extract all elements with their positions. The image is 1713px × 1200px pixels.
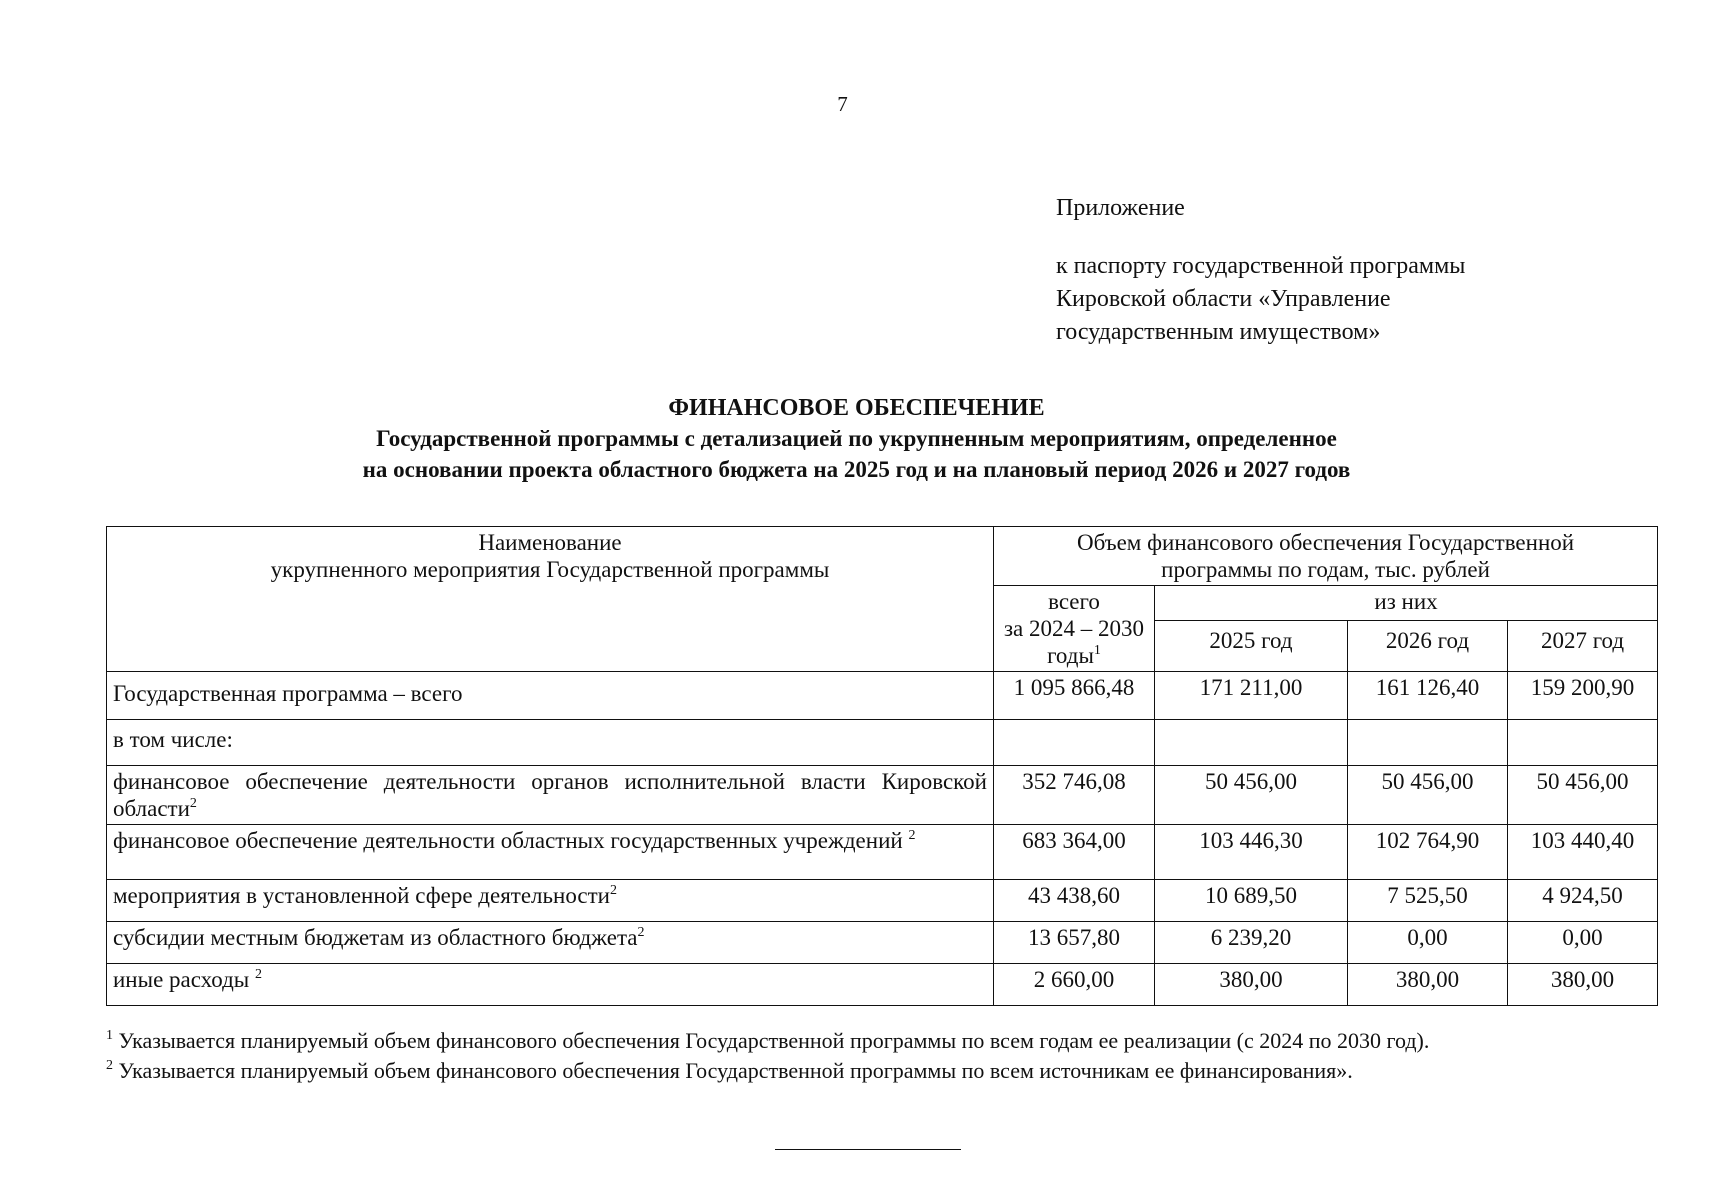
row-total: 13 657,80 <box>994 922 1155 964</box>
header-text: программы по годам, тыс. рублей <box>1161 557 1490 582</box>
volume-column-header <box>994 527 1658 586</box>
row-name: иные расходы $^2$ <box>107 964 994 1006</box>
appendix-line: Кировской области «Управление <box>1056 286 1391 312</box>
document-title: ФИНАНСОВОЕ ОБЕСПЕЧЕНИЕ <box>668 395 1045 421</box>
document-subtitle: на основании проекта областного бюджета на 2025 год и на плановый период 2026 и 2027 годов <box>362 457 1351 482</box>
row-2026: 0,00 <box>1348 922 1508 964</box>
row-2027: 380,00 <box>1508 964 1658 1006</box>
row-2025: 10 689,50 <box>1155 880 1348 922</box>
row-2026: 161 126,40 <box>1348 672 1508 720</box>
row-name: Государственная программа – всего <box>107 672 994 720</box>
row-name: финансовое обеспечение деятельности органов исполнительной власти Кировской области$^2$ <box>107 766 994 825</box>
row-2025: 380,00 <box>1155 964 1348 1006</box>
header-text: всего <box>1048 589 1100 614</box>
header-text: годы <box>1047 643 1094 668</box>
row-total: 43 438,60 <box>994 880 1155 922</box>
year-2026-header: 2026 год <box>1348 621 1508 672</box>
page-number: 7 <box>837 92 848 116</box>
table-row <box>107 672 1658 720</box>
name-column-header <box>107 527 994 672</box>
row-2026 <box>1348 720 1508 766</box>
table-row <box>107 766 1658 825</box>
table-row <box>107 922 1658 964</box>
of-which-header: из них <box>1155 586 1658 621</box>
row-total: 1 095 866,48 <box>994 672 1155 720</box>
row-2026: 50 456,00 <box>1348 766 1508 825</box>
row-name: в том числе: <box>107 720 994 766</box>
closing-rule <box>775 1149 961 1150</box>
financing-table <box>106 526 1658 1006</box>
header-text: Наименование <box>478 530 622 555</box>
row-2026: 102 764,90 <box>1348 825 1508 880</box>
row-2027: 0,00 <box>1508 922 1658 964</box>
footnote-mark: 1 <box>1093 643 1101 658</box>
row-name: субсидии местным бюджетам из областного бюджета$^2$ <box>107 922 994 964</box>
row-2025: 50 456,00 <box>1155 766 1348 825</box>
row-2027: 159 200,90 <box>1508 672 1658 720</box>
footnotes <box>106 1026 1429 1086</box>
document-heading <box>0 393 1713 485</box>
document-subtitle: Государственной программы с детализацией по укрупненным мероприятиям, определенное <box>376 426 1337 451</box>
table-row <box>107 825 1658 880</box>
row-2025: 6 239,20 <box>1155 922 1348 964</box>
row-2025: 103 446,30 <box>1155 825 1348 880</box>
row-2025: 171 211,00 <box>1155 672 1348 720</box>
appendix-line: государственным имуществом» <box>1056 319 1381 345</box>
table-header-row <box>107 527 1658 586</box>
row-2027: 4 924,50 <box>1508 880 1658 922</box>
row-name: финансовое обеспечение деятельности областных государственных учреждений $^2$ <box>107 825 994 880</box>
table-row <box>107 880 1658 922</box>
total-column-header <box>994 586 1155 672</box>
header-text: укрупненного мероприятия Государственной программы <box>270 557 830 582</box>
footnote: $^1$ Указывается планируемый объем финансового обеспечения Государственной программы по всем годам ее реализации (с 2024 по 2030 год). <box>106 1028 1430 1053</box>
row-2027 <box>1508 720 1658 766</box>
row-2025 <box>1155 720 1348 766</box>
year-2027-header: 2027 год <box>1508 621 1658 672</box>
row-2027: 103 440,40 <box>1508 825 1658 880</box>
header-text: за 2024 – 2030 <box>1003 616 1145 641</box>
appendix-title: Приложение <box>1056 195 1185 221</box>
row-2027: 50 456,00 <box>1508 766 1658 825</box>
table-row <box>107 964 1658 1006</box>
year-2025-header: 2025 год <box>1155 621 1348 672</box>
row-total: 683 364,00 <box>994 825 1155 880</box>
table-row <box>107 720 1658 766</box>
appendix-line: к паспорту государственной программы <box>1056 253 1466 279</box>
row-2026: 7 525,50 <box>1348 880 1508 922</box>
row-total <box>994 720 1155 766</box>
header-text: Объем финансового обеспечения Государственной <box>1076 530 1575 555</box>
row-2026: 380,00 <box>1348 964 1508 1006</box>
row-name: мероприятия в установленной сфере деятельности$^2$ <box>107 880 994 922</box>
appendix-block <box>1056 192 1465 349</box>
row-total: 2 660,00 <box>994 964 1155 1006</box>
row-total: 352 746,08 <box>994 766 1155 825</box>
footnote: $^2$ Указывается планируемый объем финансового обеспечения Государственной программы по всем источникам ее финансирования». <box>106 1058 1353 1083</box>
